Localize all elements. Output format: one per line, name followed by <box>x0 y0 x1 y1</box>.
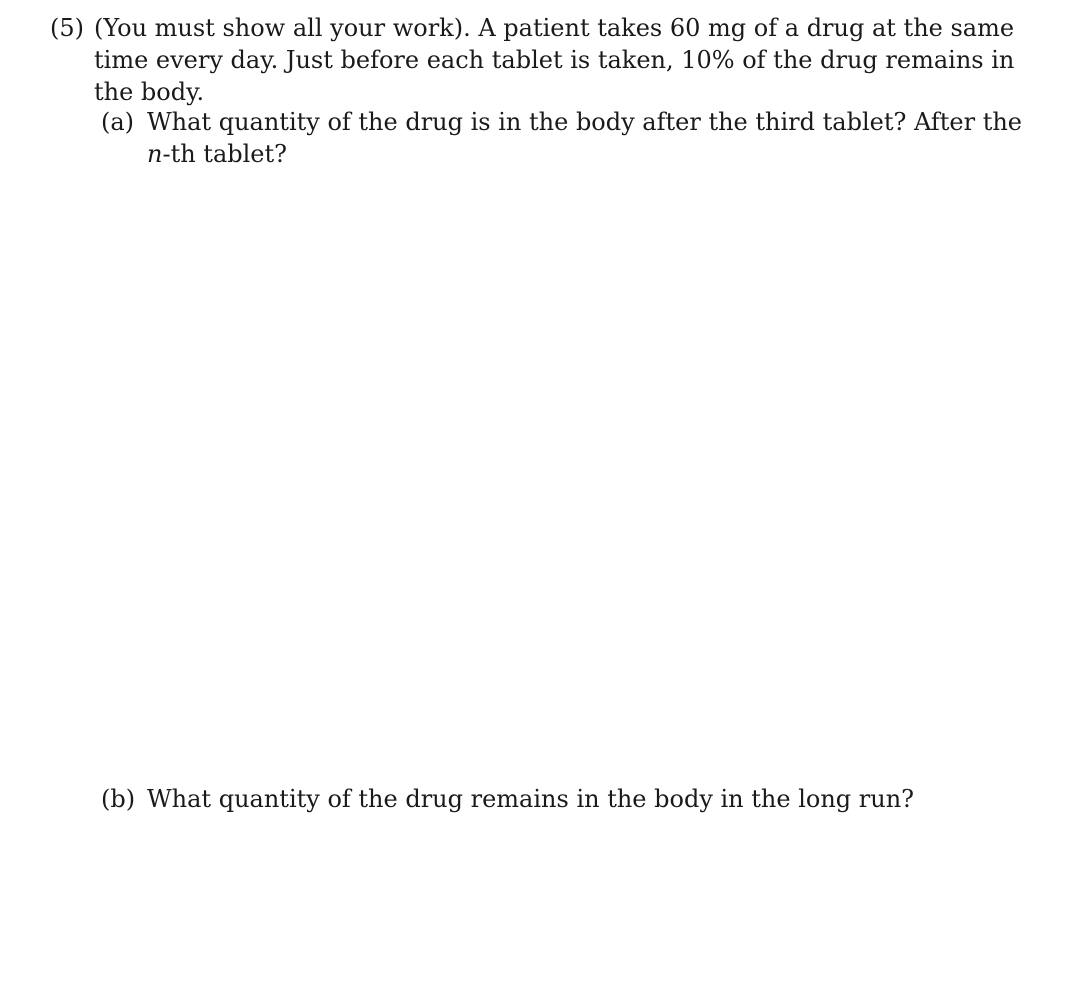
part-b <box>101 783 1041 815</box>
part-a-text-end: -th tablet? <box>162 140 288 168</box>
problem-number: (5) <box>50 14 84 42</box>
part-b-question <box>101 783 1041 815</box>
part-b-text: What quantity of the drug remains in the body in the long run? <box>147 785 915 813</box>
part-a <box>101 106 1041 170</box>
part-a-text-start: What quantity of the drug is in the body after the third tablet? After the <box>147 108 1023 136</box>
part-a-label: (a) <box>101 108 135 136</box>
part-a-question <box>101 106 1041 170</box>
part-a-variable: n <box>147 140 163 168</box>
problem-5 <box>50 12 1040 108</box>
part-b-answer-space[interactable] <box>101 830 1041 1000</box>
problem-text: (You must show all your work). A patient takes 60 mg of a drug at the same time every day. Just before each tablet is taken, 10% of the drug remains in the body. <box>94 14 1015 106</box>
part-b-label: (b) <box>101 785 136 813</box>
problem-statement <box>50 12 1040 108</box>
part-a-answer-space[interactable] <box>101 175 1041 765</box>
